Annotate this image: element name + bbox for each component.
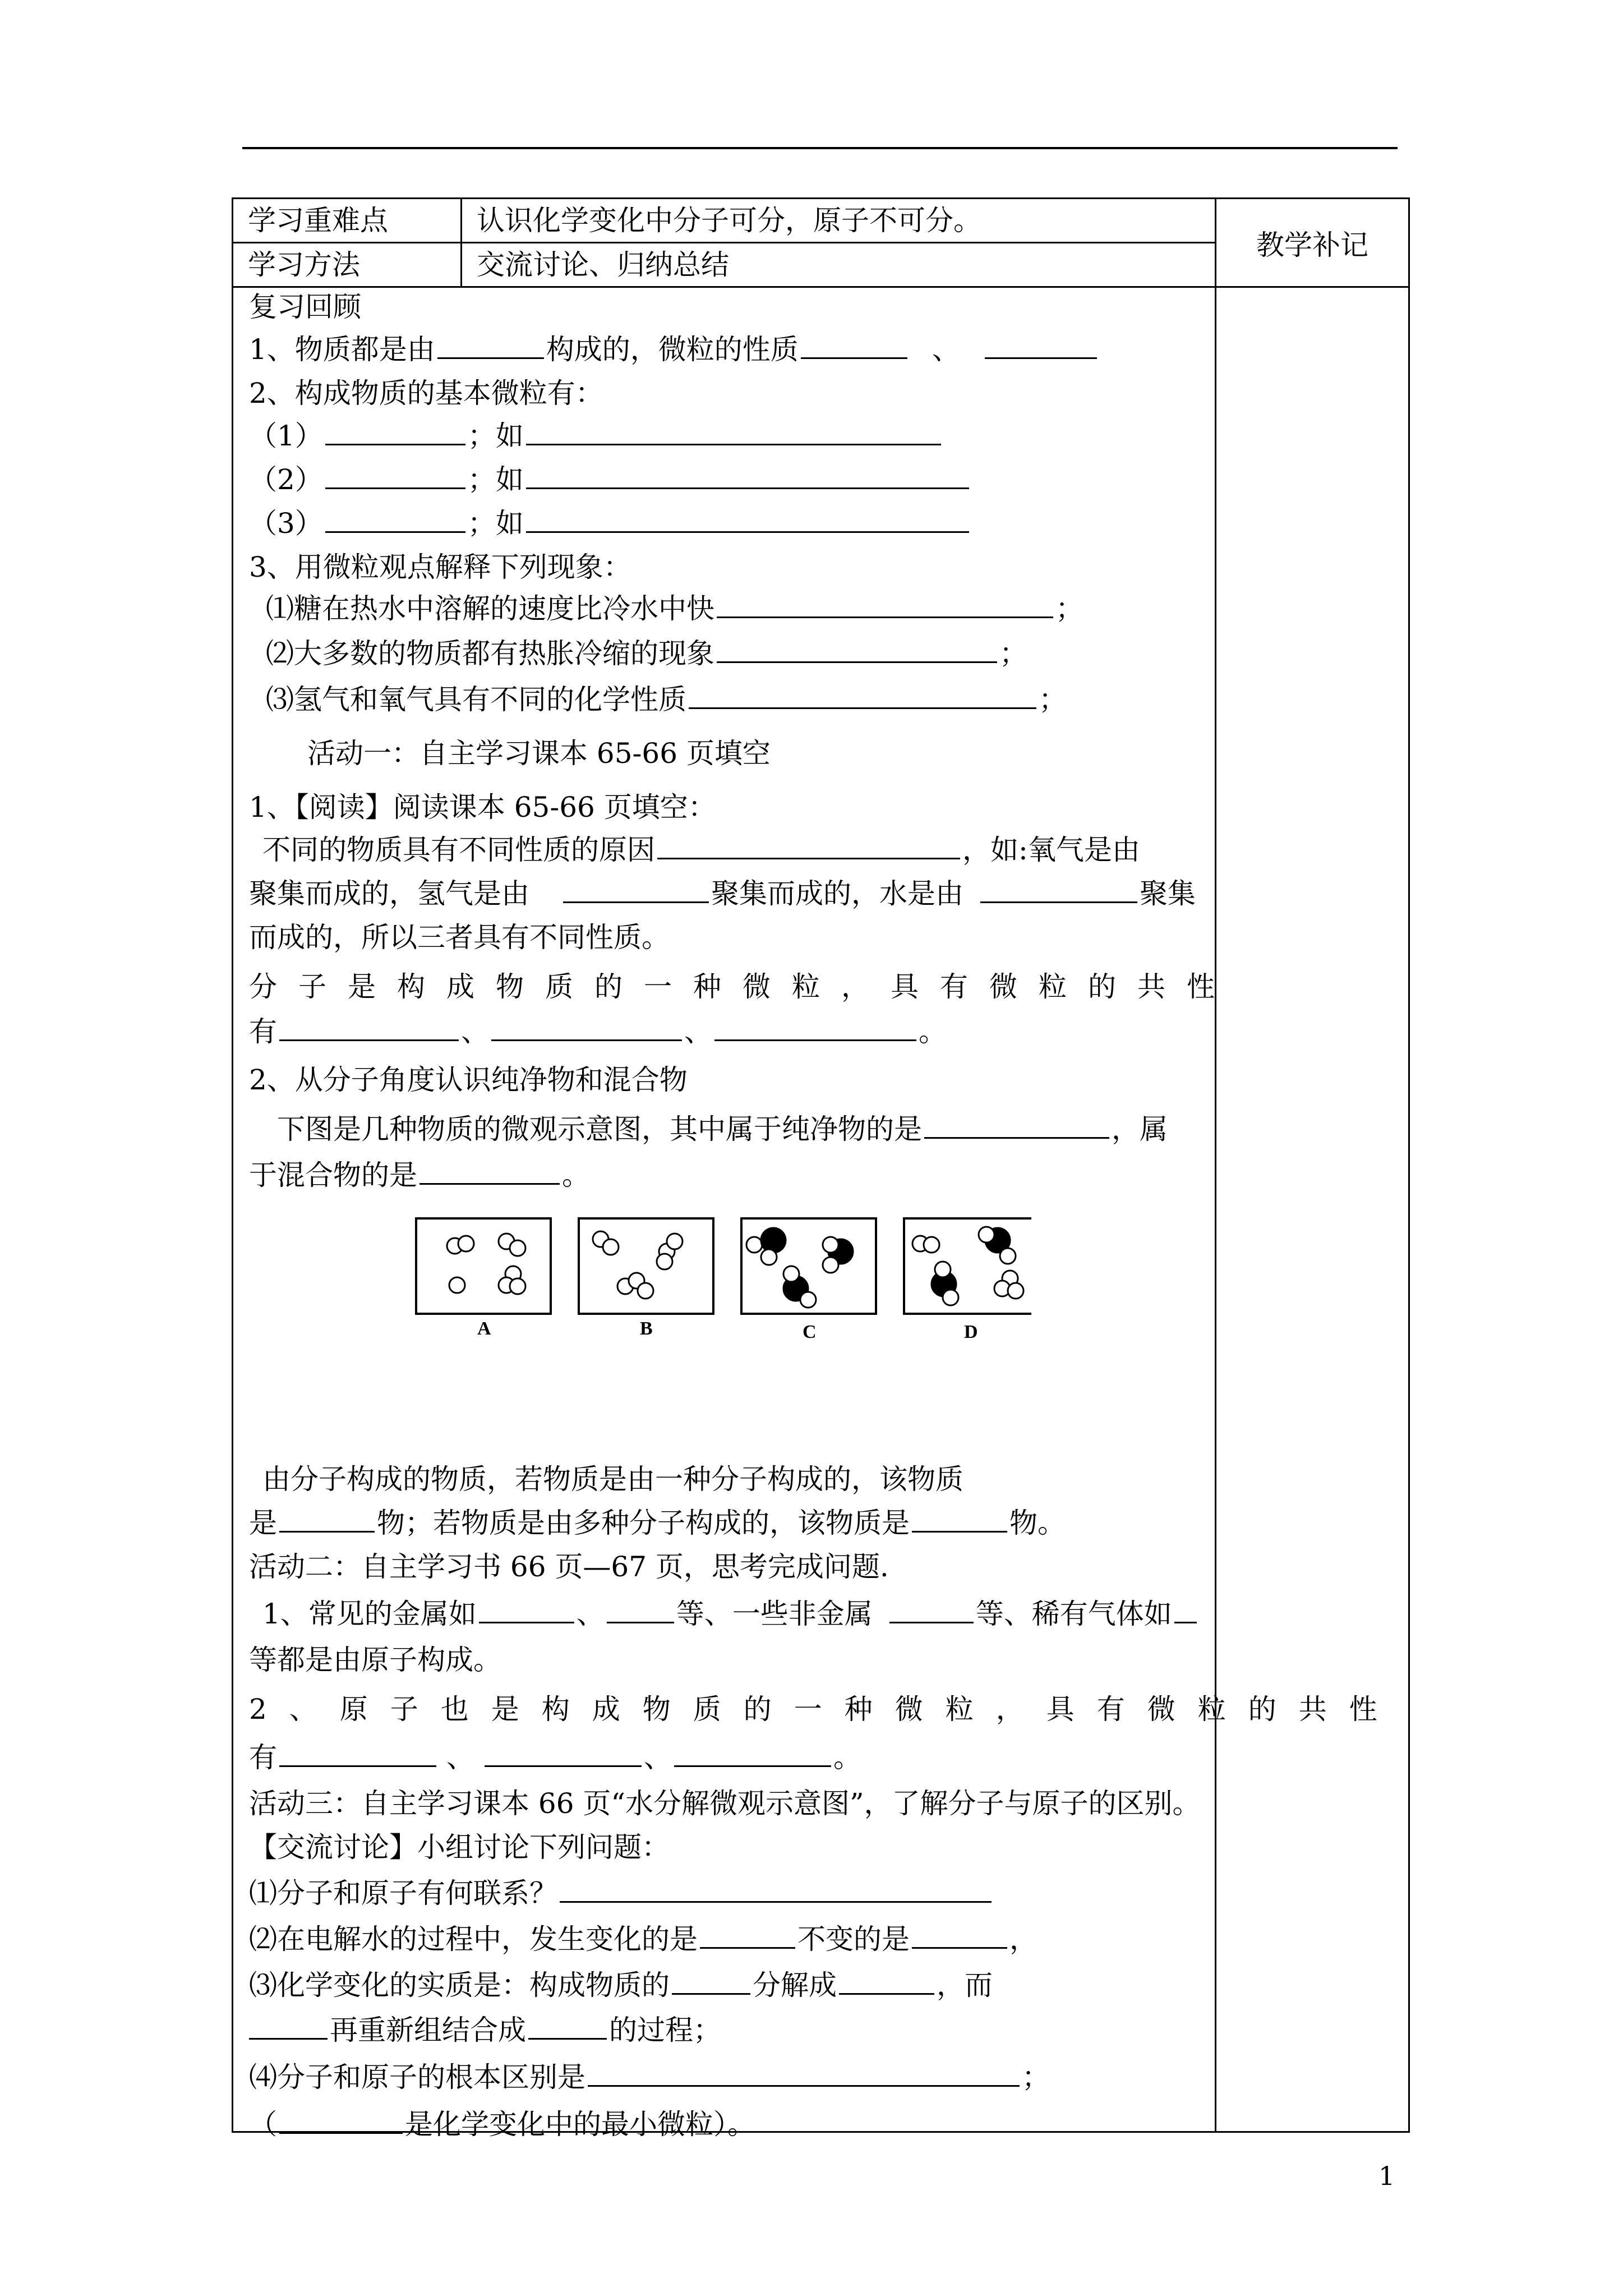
blank[interactable] [674,1741,831,1767]
figure-label-b: B [640,1318,653,1339]
blank[interactable] [839,1968,934,1995]
activity1-title: 活动一：自主学习课本 65-66 页填空 [307,737,771,770]
molecules-d [912,1227,1023,1305]
blank[interactable] [325,463,465,489]
blank[interactable] [279,2108,403,2134]
activity2-q2: 有 、 、 。 [249,1741,861,1774]
activity3-title: 活动三：自主学习课本 66 页“水分解微观示意图”，了解分子与原子的区别。 [249,1787,1201,1820]
blank[interactable] [801,333,907,359]
review-q2-item: （1） ；如 [249,419,943,453]
activity3-d3: ⑶化学变化的实质是：构成物质的 分解成 ，而 [249,1969,993,2001]
blank[interactable] [479,1597,574,1623]
blank[interactable] [249,2013,328,2040]
activity1-q2-line: 下图是几种物质的微观示意图，其中属于纯净物的是 ，属 [277,1113,1168,1145]
activity3-d3: 再重新组结合成 的过程； [249,2013,721,2047]
review-q2: 2、构成物质的基本微粒有： [249,377,603,409]
value-method: 交流讨论、归纳总结 [462,243,1216,287]
review-q1: 1、物质都是由 构成的，微粒的性质 、 [249,333,1099,366]
blank[interactable] [526,419,941,445]
activity3-d2: ⑵在电解水的过程中，发生变化的是 不变的是 ， [249,1923,1038,1955]
value-key-points: 认识化学变化中分子可分，原子不可分。 [462,199,1216,243]
blank[interactable] [279,1741,436,1767]
blank[interactable] [1174,1597,1197,1623]
activity1-read-line: 而成的，所以三者具有不同性质。 [249,921,670,954]
lesson-table [232,197,1410,2141]
worksheet-body [233,287,1400,2141]
label-key-points: 学习重难点 [233,199,462,243]
activity3-d1: ⑴分子和原子有何联系？ [249,1876,994,1910]
review-q2-item: （3） ；如 [249,507,971,540]
molecule-diagram [414,1216,1031,1350]
blank[interactable] [279,1506,375,1533]
figure-label-c: C [803,1322,817,1342]
activity3-d4: ⑷分子和原子的根本区别是 ； [249,2061,1050,2093]
blank[interactable] [485,1741,642,1767]
blank[interactable] [889,1597,974,1623]
blank[interactable] [588,2060,1020,2087]
blank[interactable] [717,592,1053,618]
molecules-c [746,1228,853,1308]
review-q3-item: ⑴糖在热水中溶解的速度比冷水中快 ； [266,592,1083,625]
activity2-title: 活动二：自主学习书 66 页—67 页，思考完成问题. [249,1550,889,1583]
activity1-conclusion: 由分子构成的物质，若物质是由一种分子构成的，该物质 [262,1463,963,1496]
review-q3-item: ⑵大多数的物质都有热胀冷缩的现象 ； [266,637,1027,670]
box-d [904,1218,1031,1314]
molecules-b [593,1231,683,1299]
blank[interactable] [437,333,544,359]
blank[interactable] [325,419,465,445]
blank[interactable] [912,1922,1007,1949]
blank[interactable] [912,1506,1007,1533]
teaching-notes-column[interactable] [1216,287,1409,2132]
blank[interactable] [419,1158,560,1185]
activity1-q2-title: 2、从分子角度认识纯净物和混合物 [249,1064,688,1096]
activity3-discuss: 【交流讨论】小组讨论下列问题： [249,1831,670,1864]
figure-label-d: D [964,1322,978,1342]
review-title: 复习回顾 [249,291,361,323]
blank[interactable] [491,1015,682,1041]
blank[interactable] [560,1876,992,1903]
blank[interactable] [563,877,709,903]
blank[interactable] [279,1015,459,1041]
blank[interactable] [657,833,960,859]
blank[interactable] [980,877,1137,903]
figure-label-a: A [477,1318,491,1339]
box-a [416,1218,551,1314]
label-method: 学习方法 [233,243,462,287]
blank[interactable] [526,507,969,533]
blank[interactable] [672,1968,750,1995]
teaching-notes-header: 教学补记 [1216,199,1409,287]
molecules-a [447,1234,525,1294]
activity1-q2-line: 于混合物的是 。 [249,1159,590,1191]
blank[interactable] [689,683,1036,709]
activity2-q1: 等都是由原子构成。 [249,1644,501,1676]
blank[interactable] [700,1922,795,1949]
blank[interactable] [607,1597,674,1623]
review-q3: 3、用微粒观点解释下列现象： [249,551,631,583]
activity2-q2: 2、原子也是构成物质的一种微粒，具有微粒的共性 [249,1693,1400,1726]
blank[interactable] [325,507,465,533]
review-q2-item: （2） ；如 [249,463,971,496]
activity1-read-line: 不同的物质具有不同性质的原因 ，如:氧气是由 [262,834,1140,866]
blank[interactable] [714,1015,916,1041]
activity1-read-line: 聚集而成的，氢气是由 聚集而成的，水是由 聚集 [249,877,1196,910]
review-q3-item: ⑶氢气和氧气具有不同的化学性质 ； [266,683,1067,716]
activity1-read-line: 分子是构成物质的一种微粒，具有微粒的共性 [249,970,1236,1003]
blank[interactable] [985,333,1097,359]
activity3-d5: （ 是化学变化中的最小微粒）。 [249,2108,755,2141]
activity1-conclusion: 是 物；若物质是由多种分子构成的，该物质是 物。 [249,1507,1066,1539]
blank[interactable] [717,637,997,663]
page-number: 1 [1378,2161,1395,2191]
activity1-read-line: 有 、 、 。 [249,1015,947,1048]
activity2-q1: 1、常见的金属如 、 等、一些非金属 等、稀有气体如 [262,1597,1199,1631]
activity1-read-title: 1、【阅读】阅读课本 65-66 页填空： [249,791,716,823]
blank[interactable] [924,1112,1109,1139]
blank[interactable] [528,2013,607,2040]
header-rule [242,147,1398,149]
blank[interactable] [526,463,969,489]
